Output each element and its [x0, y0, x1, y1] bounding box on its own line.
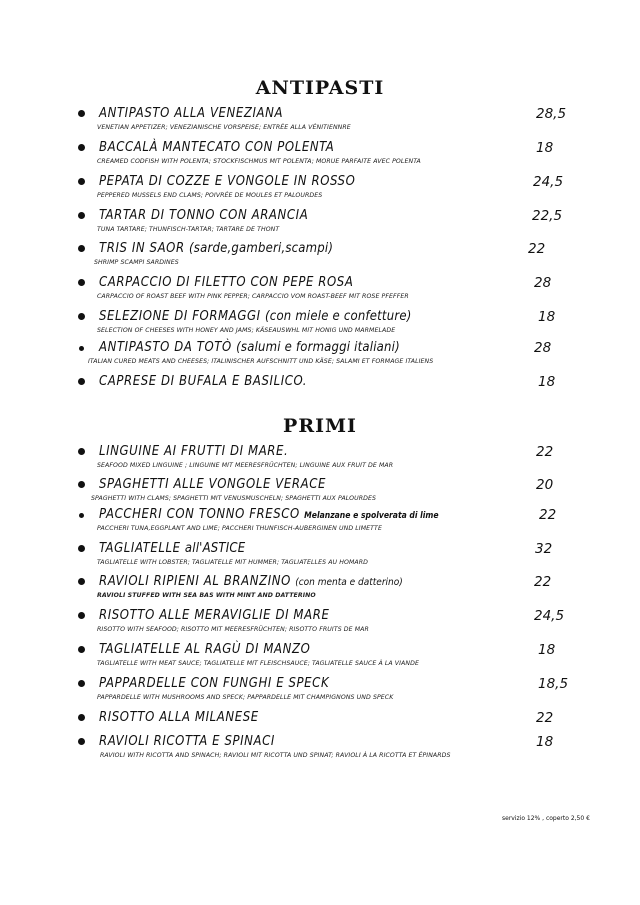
dish-price: 20: [536, 477, 554, 493]
menu-item: [78, 477, 578, 502]
dish-price: 18,5: [538, 676, 569, 692]
dish-name: RAVIOLI RIPIENI AL BRANZINO (con menta e datterino): [99, 574, 403, 589]
dish-translation: PEPPERED MUSSELS END CLAMS; POIVRÉE DE MOULES ET PALOURDES: [97, 192, 323, 199]
menu-item: [78, 444, 578, 469]
dish-name: LINGUINE AI FRUTTI DI MARE.: [99, 444, 289, 459]
menu-item: [78, 710, 578, 728]
dish-name: TARTAR DI TONNO CON ARANCIA: [99, 208, 309, 223]
dish-price: 22: [536, 710, 554, 726]
dish-translation: CREAMED CODFISH WITH POLENTA; STOCKFISCHMUS MIT POLENTA; MORUE PARFAITE AVEC POLENTA: [97, 158, 421, 165]
dish-translation: RISOTTO WITH SEAFOOD; RISOTTO MIT MEERESFRÜCHTEN; RISOTTO FRUITS DE MAR: [97, 626, 369, 633]
dish-translation: ITALIAN CURED MEATS AND CHEESES; ITALINISCHER AUFSCHNITT UND KÄSE; SALAMI ET FORMAGE ITALIENS: [88, 358, 434, 365]
bullet-icon: [78, 448, 85, 455]
dish-price: 28: [534, 340, 552, 356]
menu-item: [78, 507, 578, 532]
dish-translation: PAPPARDELLE WITH MUSHROOMS AND SPECK; PAPPARDELLE MIT CHAMPIGNONS UND SPECK: [97, 694, 394, 701]
menu-item: [78, 608, 578, 633]
section-title-primi: PRIMI: [283, 415, 357, 437]
menu-item: [78, 241, 578, 266]
dish-name: CARPACCIO DI FILETTO CON PEPE ROSA: [99, 275, 354, 290]
dish-translation: SEAFOOD MIXED LINGUINE ; LINGUINE MIT MEERESFRÜCHTEN; LINGUINE AUX FRUIT DE MAR: [97, 462, 394, 469]
bullet-icon: [78, 279, 85, 286]
bullet-icon: [78, 178, 85, 185]
menu-item: [78, 574, 578, 599]
bullet-icon: [78, 144, 85, 151]
dish-name: TAGLIATELLE all'ASTICE: [99, 541, 246, 556]
dish-name: ANTIPASTO DA TOTÒ (salumi e formaggi italiani): [99, 340, 400, 355]
dish-price: 24,5: [534, 608, 565, 624]
bullet-icon: [78, 245, 85, 252]
dish-translation: RAVIOLI WITH RICOTTA AND SPINACH; RAVIOLI MIT RICOTTA UND SPINAT; RAVIOLI À LA RICOTTA ET ÉPINARDS: [100, 752, 451, 759]
dish-price: 24,5: [533, 174, 564, 190]
menu-item: [78, 106, 578, 131]
dish-price: 22: [536, 444, 554, 460]
menu-item: [78, 174, 578, 199]
dish-translation: CARPACCIO OF ROAST BEEF WITH PINK PEPPER; CARPACCIO VOM ROAST-BEEF MIT ROSE PFEFFER: [97, 293, 409, 300]
dish-name: TRIS IN SAOR (sarde,gamberi,scampi): [99, 241, 334, 256]
bullet-icon: [78, 612, 85, 619]
dish-translation: PACCHERI TUNA,EGGPLANT AND LIME; PACCHERI THUNFISCH-AUBERGINEN UND LIMETTE: [97, 525, 382, 532]
dish-name: SELEZIONE DI FORMAGGI (con miele e confetture): [99, 309, 412, 324]
service-charge-note: servizio 12% , coperto 2,50 €: [502, 815, 590, 822]
bullet-icon: [78, 313, 85, 320]
dish-price: 22: [539, 507, 557, 523]
dish-name: BACCALÀ MANTECATO CON POLENTA: [99, 140, 335, 155]
dish-price: 18: [538, 309, 556, 325]
menu-item: [78, 642, 578, 667]
dish-translation: RAVIOLI STUFFED WITH SEA BAS WITH MINT AND DATTERINO: [97, 592, 316, 599]
dish-translation: SELECTION OF CHEESES WITH HONEY AND JAMS; KÄSEAUSWHL MIT HONIG UND MARMELADE: [97, 327, 396, 334]
dish-price: 18: [538, 374, 556, 390]
dish-price: 22,5: [532, 208, 563, 224]
dish-price: 22: [534, 574, 552, 590]
dish-name: SPAGHETTI ALLE VONGOLE VERACE: [99, 477, 326, 492]
bullet-icon: [78, 714, 85, 721]
dish-price: 28: [534, 275, 552, 291]
bullet-icon: [78, 110, 85, 117]
dish-price: 18: [536, 140, 554, 156]
dish-name: TAGLIATELLE AL RAGÙ DI MANZO: [99, 642, 311, 657]
bullet-icon: [78, 212, 85, 219]
bullet-icon: [78, 680, 85, 687]
bullet-icon: [78, 738, 85, 745]
bullet-icon: [79, 346, 84, 351]
menu-item: [78, 676, 578, 701]
dish-name: RAVIOLI RICOTTA E SPINACI: [99, 734, 275, 749]
dish-price: 22: [528, 241, 546, 257]
bullet-icon: [79, 513, 84, 518]
dish-price: 28,5: [536, 106, 567, 122]
dish-name: CAPRESE DI BUFALA E BASILICO.: [99, 374, 308, 389]
menu-item: [78, 140, 578, 165]
menu-item: [78, 275, 578, 300]
dish-price: 18: [536, 734, 554, 750]
bullet-icon: [78, 646, 85, 653]
menu-item: [78, 541, 578, 566]
dish-translation: TAGLIATELLE WITH LOBSTER; TAGLIATELLE MIT HUMMER; TAGLIATELLES AU HOMARD: [97, 559, 368, 566]
menu-item: [78, 374, 578, 392]
menu-item: [78, 734, 578, 759]
dish-name: RISOTTO ALLA MILANESE: [99, 710, 259, 725]
section-title-antipasti: ANTIPASTI: [255, 77, 385, 99]
dish-translation: VENETIAN APPETIZER; VENEZIANISCHE VORSPEISE; ENTRÉE ALLA VÉNITIENNRE: [97, 124, 351, 131]
dish-name: PEPATA DI COZZE E VONGOLE IN ROSSO: [99, 174, 356, 189]
dish-translation: SPAGHETTI WITH CLAMS; SPAGHETTI MIT VENUSMUSCHELN; SPAGHETTI AUX PALOURDES: [91, 495, 377, 502]
dish-translation: SHRIMP SCAMPI SARDINES: [94, 259, 179, 266]
menu-item: [78, 208, 578, 233]
dish-price: 32: [535, 541, 553, 557]
dish-name: ANTIPASTO ALLA VENEZIANA: [99, 106, 284, 121]
dish-translation: TUNA TARTARE; THUNFISCH-TARTAR; TARTARE DE THONT: [97, 226, 280, 233]
dish-name: PACCHERI CON TONNO FRESCO Melanzane e spolverata di lime: [99, 507, 439, 522]
dish-translation: TAGLIATELLE WITH MEAT SAUCE; TAGLIATELLE MIT FLEISCHSAUCE; TAGLIATELLE SAUCE À LA VIANDE: [97, 660, 419, 667]
dish-name: RISOTTO ALLE MERAVIGLIE DI MARE: [99, 608, 330, 623]
menu-item: [78, 340, 578, 365]
bullet-icon: [78, 378, 85, 385]
dish-price: 18: [538, 642, 556, 658]
bullet-icon: [78, 578, 85, 585]
dish-name: PAPPARDELLE CON FUNGHI E SPECK: [99, 676, 330, 691]
bullet-icon: [78, 545, 85, 552]
bullet-icon: [78, 481, 85, 488]
menu-item: [78, 309, 578, 334]
